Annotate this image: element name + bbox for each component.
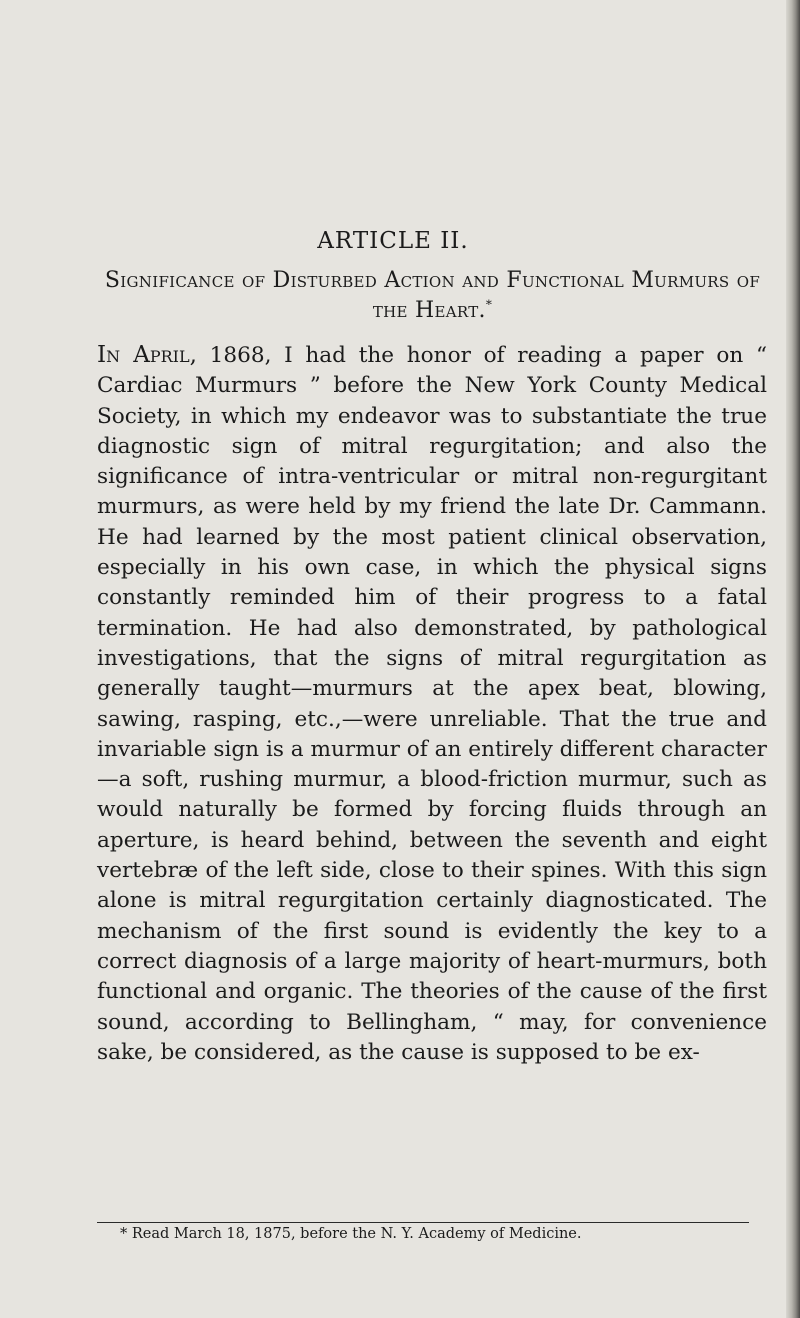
lead-words: In April, (97, 342, 197, 368)
footnote-divider (97, 1222, 749, 1223)
body-text: 1868, I had the honor of reading a paper on “ Cardiac Murmurs ” before the New York County Medical Society, in which my endeavor was to substantiate the true diagnostic sign of mitral regurgitation; and also the significance of intra-ventricular or mitral non-regurgitant murmurs, as were held by my friend the late Dr. Cammann. He had learned by the most patient clinical observation, especially in his own case, in which the physical signs constantly reminded him of their progress to a fatal termination. He had also demonstrated, by pathological investigations, that the signs of mitral regurgitation as generally taught—murmurs at the apex beat, blowing, sawing, rasping, etc.,—were unreliable. That the true and invariable sign is a murmur of an entirely different character—a soft, rushing murmur, a blood-friction murmur, such as would naturally be formed by forcing fluids through an aperture, is heard behind, between the seventh and eight vertebræ of the left side, close to their spines. With this sign alone is mitral regurgitation certainly diagnosticated. The mechanism of the first sound is evidently the key to a correct diagnosis of a large majority of heart-murmurs, both functional and organic. The theories of the cause of the first sound, according to Bellingham, “ may, for convenience sake, be considered, as the cause is supposed to be ex- (97, 343, 767, 1065)
body-paragraph (97, 340, 767, 1068)
footnote-marker: * (485, 297, 493, 312)
article-heading: ARTICLE II. (317, 228, 469, 254)
article-title (100, 266, 765, 326)
page-edge-shadow (786, 0, 800, 1318)
article-title-text: Significance of Disturbed Action and Functional Murmurs of the Heart. (104, 268, 761, 323)
footnote: * Read March 18, 1875, before the N. Y. Academy of Medicine. (120, 1226, 582, 1242)
